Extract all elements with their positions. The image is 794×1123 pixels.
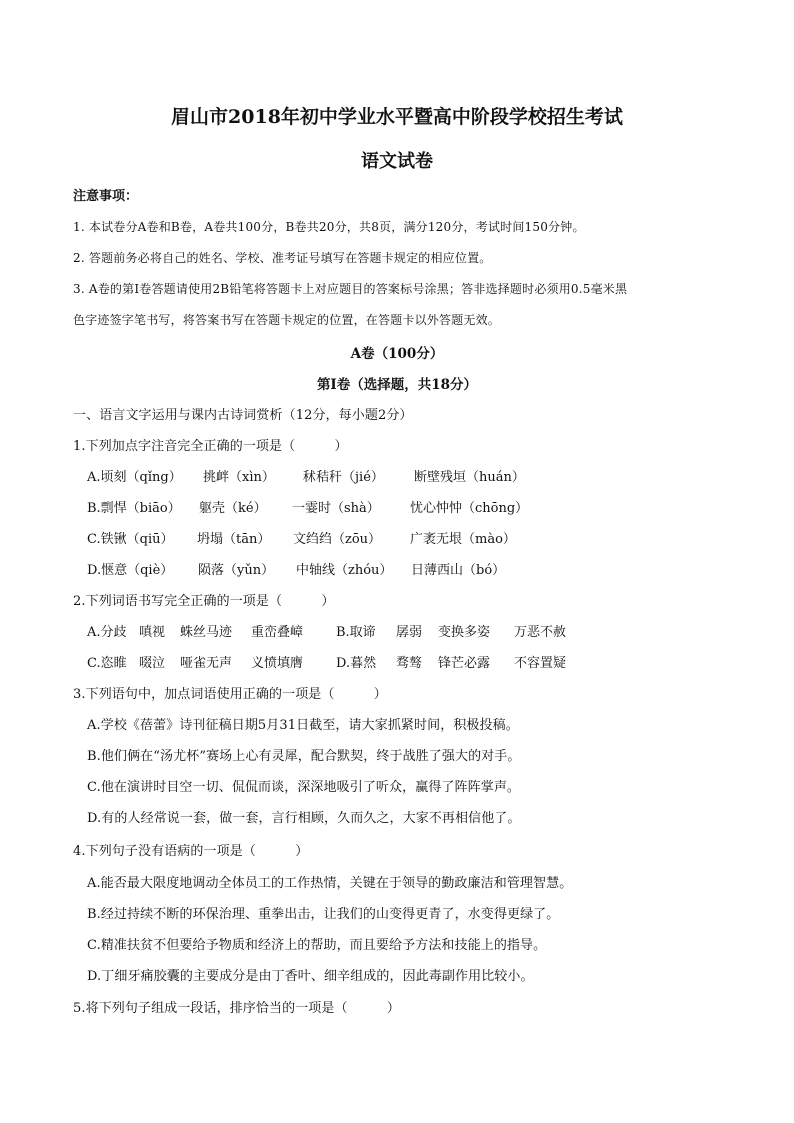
q4-option-b: B.经过持续不断的环保治理、重拳出击，让我们的山变得更青了，水变得更绿了。 [87, 907, 560, 922]
part1-heading: 第Ⅰ卷（选择题，共18分） [316, 377, 478, 393]
q4-option-a: A.能否最大限度地调动全体员工的工作热情，关键在于领导的勤政廉洁和管理智慧。 [87, 876, 573, 891]
q3-option-c: C.他在演讲时目空一切、侃侃而谈，深深地吸引了听众，赢得了阵阵掌声。 [87, 780, 521, 795]
q1-c-1: C.铁锹（qiū） [87, 532, 174, 547]
volume-a-heading: A卷（100分） [350, 346, 444, 362]
q1-a-2: 挑衅（xìn） [203, 470, 275, 485]
q2-word: 锋芒必露 [438, 656, 491, 671]
q2-word: C.恣睢 [87, 656, 127, 671]
q1-c-4: 广袤无垠（mào） [410, 532, 516, 547]
q2-word: 重峦叠嶂 [251, 625, 304, 640]
q1-d-2: 陨落（yǔn） [198, 563, 275, 578]
q4-stem: 4.下列句子没有语病的一项是（ ） [73, 844, 309, 859]
q3-stem: 3.下列语句中，加点词语使用正确的一项是（ ） [73, 687, 387, 702]
q3-option-d: D.有的人经常说一套，做一套，言行相顾，久而久之，大家不再相信他了。 [87, 811, 521, 826]
q4-option-d: D.丁细牙痛胶囊的主要成分是由丁香叶、细辛组成的，因此毒副作用比较小。 [87, 969, 534, 984]
q1-b-4: 忧心忡忡（chōng） [410, 501, 529, 516]
q1-a-1: A.顷刻（qǐng） [87, 470, 182, 485]
q1-d-3: 中轴线（zhóu） [296, 563, 393, 578]
q2-word: 万恶不赦 [514, 625, 567, 640]
q2-word: 哑雀无声 [180, 656, 233, 671]
q2-word: B.取谛 [336, 625, 376, 640]
q1-b-1: B.剽悍（biāo） [87, 501, 181, 516]
q1-b-2: 躯壳（ké） [199, 501, 267, 516]
exam-title: 眉山市2018年初中学业水平暨高中阶段学校招生考试 [171, 106, 623, 128]
q1-a-3: 秫秸秆（jié） [303, 470, 384, 485]
q1-c-3: 文绉绉（zōu） [293, 532, 382, 547]
q1-a-4: 断壁残垣（huán） [414, 470, 525, 485]
q2-word: 嗔视 [139, 625, 166, 640]
q2-word: D.暮然 [336, 656, 377, 671]
q3-option-b: B.他们俩在“汤尤杯”赛场上心有灵犀，配合默契，终于战胜了强大的对手。 [87, 749, 521, 764]
q2-word: 骛骜 [396, 656, 423, 671]
q2-word: 变换多姿 [438, 625, 491, 640]
exam-subtitle: 语文试卷 [361, 151, 433, 172]
q1-stem: 1.下列加点字注音完全正确的一项是（ ） [73, 439, 348, 454]
q1-d-1: D.惬意（qiè） [87, 563, 174, 578]
note-item-2: 2. 答题前务必将自己的姓名、学校、准考证号填写在答题卡规定的相应位置。 [73, 251, 492, 265]
notes-heading: 注意事项： [73, 189, 139, 204]
note-item-3-cont: 色字迹签字笔书写，将答案书写在答题卡规定的位置，在答题卡以外答题无效。 [73, 313, 501, 327]
q4-option-c: C.精准扶贫不但要给予物质和经济上的帮助，而且要给予方法和技能上的指导。 [87, 938, 547, 953]
note-item-1: 1. 本试卷分A卷和B卷，A卷共100分，B卷共20分，共8页，满分120分，考试时间150分钟。 [73, 220, 585, 234]
q2-word: 孱弱 [396, 625, 423, 640]
q1-c-2: 坍塌（tān） [197, 532, 271, 547]
q2-word: 不容置疑 [514, 656, 567, 671]
note-item-3: 3. A卷的第Ⅰ卷答题请使用2B铅笔将答题卡上对应题目的答案标号涂黑；答非选择题时必须用0.5毫米黑 [73, 282, 628, 296]
q2-word: 啜泣 [139, 656, 166, 671]
q2-word: 蛛丝马迹 [180, 625, 233, 640]
section1-heading: 一、语言文字运用与课内古诗词赏析（12分，每小题2分） [73, 408, 413, 423]
q5-stem: 5.将下列句子组成一段话，排序恰当的一项是（ ） [73, 1001, 401, 1016]
q2-stem: 2.下列词语书写完全正确的一项是（ ） [73, 594, 335, 609]
q2-word: A.分歧 [87, 625, 127, 640]
q2-word: 义愤填膺 [251, 656, 304, 671]
q1-b-3: 一霎时（shà） [292, 501, 380, 516]
q1-d-4: 日薄西山（bó） [411, 563, 506, 578]
q3-option-a: A.学校《蓓蕾》诗刊征稿日期5月31日截至，请大家抓紧时间，积极投稿。 [87, 718, 519, 733]
